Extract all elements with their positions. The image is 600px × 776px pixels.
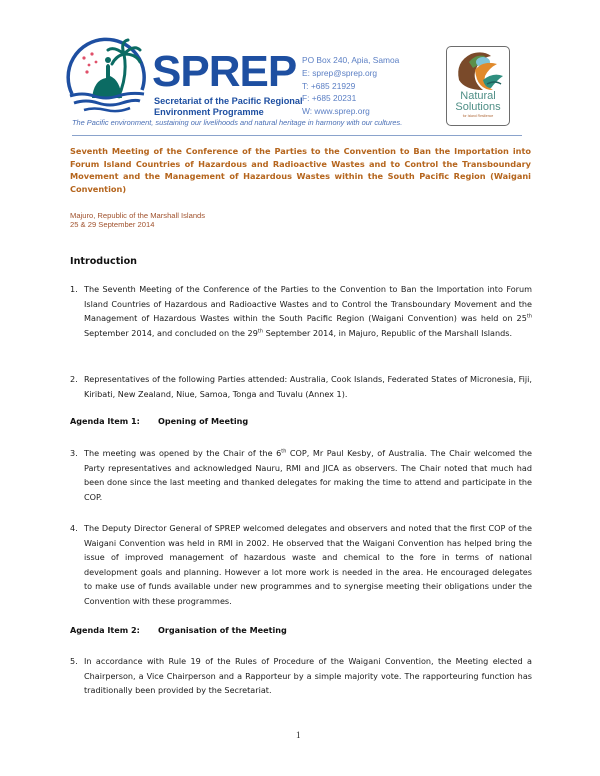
paragraph-number: 4. (70, 523, 78, 533)
meeting-dates: 25 & 29 September 2014 (70, 220, 155, 230)
header-divider (72, 135, 522, 136)
org-name-line1: Secretariat of the Pacific Regional (154, 96, 303, 106)
meeting-venue (70, 211, 205, 230)
agenda-item-label: Agenda Item 1: (70, 416, 140, 426)
org-acronym: SPREP (152, 47, 297, 96)
contact-website[interactable]: W: www.sprep.org (302, 106, 370, 117)
paragraph-text: Representatives of the following Parties attended: Australia, Cook Islands, Federated States of Micronesia, Fiji, Kiribati, New Zealand, Niue, Samoa, Tonga and Tuvalu (Annex 1). (84, 374, 532, 399)
section-heading-introduction: Introduction (70, 256, 137, 267)
sprep-logo-icon (62, 36, 150, 116)
paragraph-1 (70, 282, 532, 340)
badge-line3: for Island Resilience (462, 114, 494, 118)
agenda-item-label: Agenda Item 2: (70, 625, 140, 635)
natural-solutions-badge (446, 46, 510, 126)
paragraph-3 (70, 446, 532, 504)
agenda-item-title: Opening of Meeting (158, 416, 249, 426)
paragraph-2 (70, 372, 532, 401)
paragraph-5 (70, 654, 532, 698)
meeting-location: Majuro, Republic of the Marshall Islands (70, 211, 206, 220)
contact-email[interactable]: E: sprep@sprep.org (302, 67, 378, 78)
badge-line2: Solutions (455, 101, 501, 113)
paragraph-4 (70, 521, 532, 609)
badge-line1: Natural (460, 90, 496, 102)
paragraph-text: The Deputy Director General of SPREP welcomed delegates and observers and noted that the first COP of the Waigani Convention was held in RMI in 2002. He observed that the Waigani Convention has helped bring the issue of improved management of hazardous waste and chemical to the fore in terms of national development goals and planning. However a lot more work is needed in the area. He encouraged delegates to make use of funds available under new programmes and to synergise meeting their obligations under the Convention with these programmes. (84, 523, 532, 606)
document-title: Seventh Meeting of the Conference of the Parties to the Convention to Ban the Importation into Forum Island Countries of Hazardous and Radioactive Wastes and to Control the Transboundary Movement and the Management of Hazardous Wastes within the South Pacific Region (Waigani Convention) (70, 146, 531, 194)
paragraph-text: The Seventh Meeting of the Conference of the Parties to the Convention to Ban the Importation into Forum Island Countries of Hazardous and Radioactive Wastes and to Control the Transboundary Movement and the Management of Hazardous Wastes within the South Pacific Region (Waigani Convention) was held on 25th September 2014, and concluded on the 29th September 2014, in Majuro, Republic of the Marshall Islands. (84, 284, 532, 338)
paragraph-number: 1. (70, 284, 78, 294)
paragraph-text: In accordance with Rule 19 of the Rules of Procedure of the Waigani Convention, the Meeting elected a Chairperson, a Vice Chairperson and a Rapporteur by a simple majority vote. The rapporteuring function has traditionally been provided by the Secretariat. (84, 656, 532, 696)
island-landscape-icon (453, 50, 505, 92)
paragraph-number: 2. (70, 374, 78, 384)
agenda-item-2-heading (70, 625, 287, 635)
org-name-line2: Environment Programme (154, 106, 264, 117)
paragraph-number: 5. (70, 656, 78, 666)
org-tagline: The Pacific environment, sustaining our livelihoods and natural heritage in harmony with our cultures. (72, 118, 403, 127)
contact-address: PO Box 240, Apia, Samoa (302, 55, 400, 65)
paragraph-text: The meeting was opened by the Chair of the 6th COP, Mr Paul Kesby, of Australia. The Chair welcomed the Party representatives and acknowledged Nauru, RMI and JICA as observers. The Chair noted that much had been done since the last meeting and thanked delegates for making the time to attend and participate in the COP. (84, 448, 532, 502)
contact-fax: F: +685 20231 (302, 93, 357, 104)
page-number: 1 (296, 730, 301, 740)
agenda-item-title: Organisation of the Meeting (158, 625, 287, 635)
contact-block (302, 54, 399, 118)
letterhead (62, 36, 540, 136)
paragraph-number: 3. (70, 448, 78, 458)
org-full-name (154, 96, 303, 117)
contact-phone: T: +685 21929 (302, 80, 356, 91)
agenda-item-1-heading (70, 416, 248, 426)
